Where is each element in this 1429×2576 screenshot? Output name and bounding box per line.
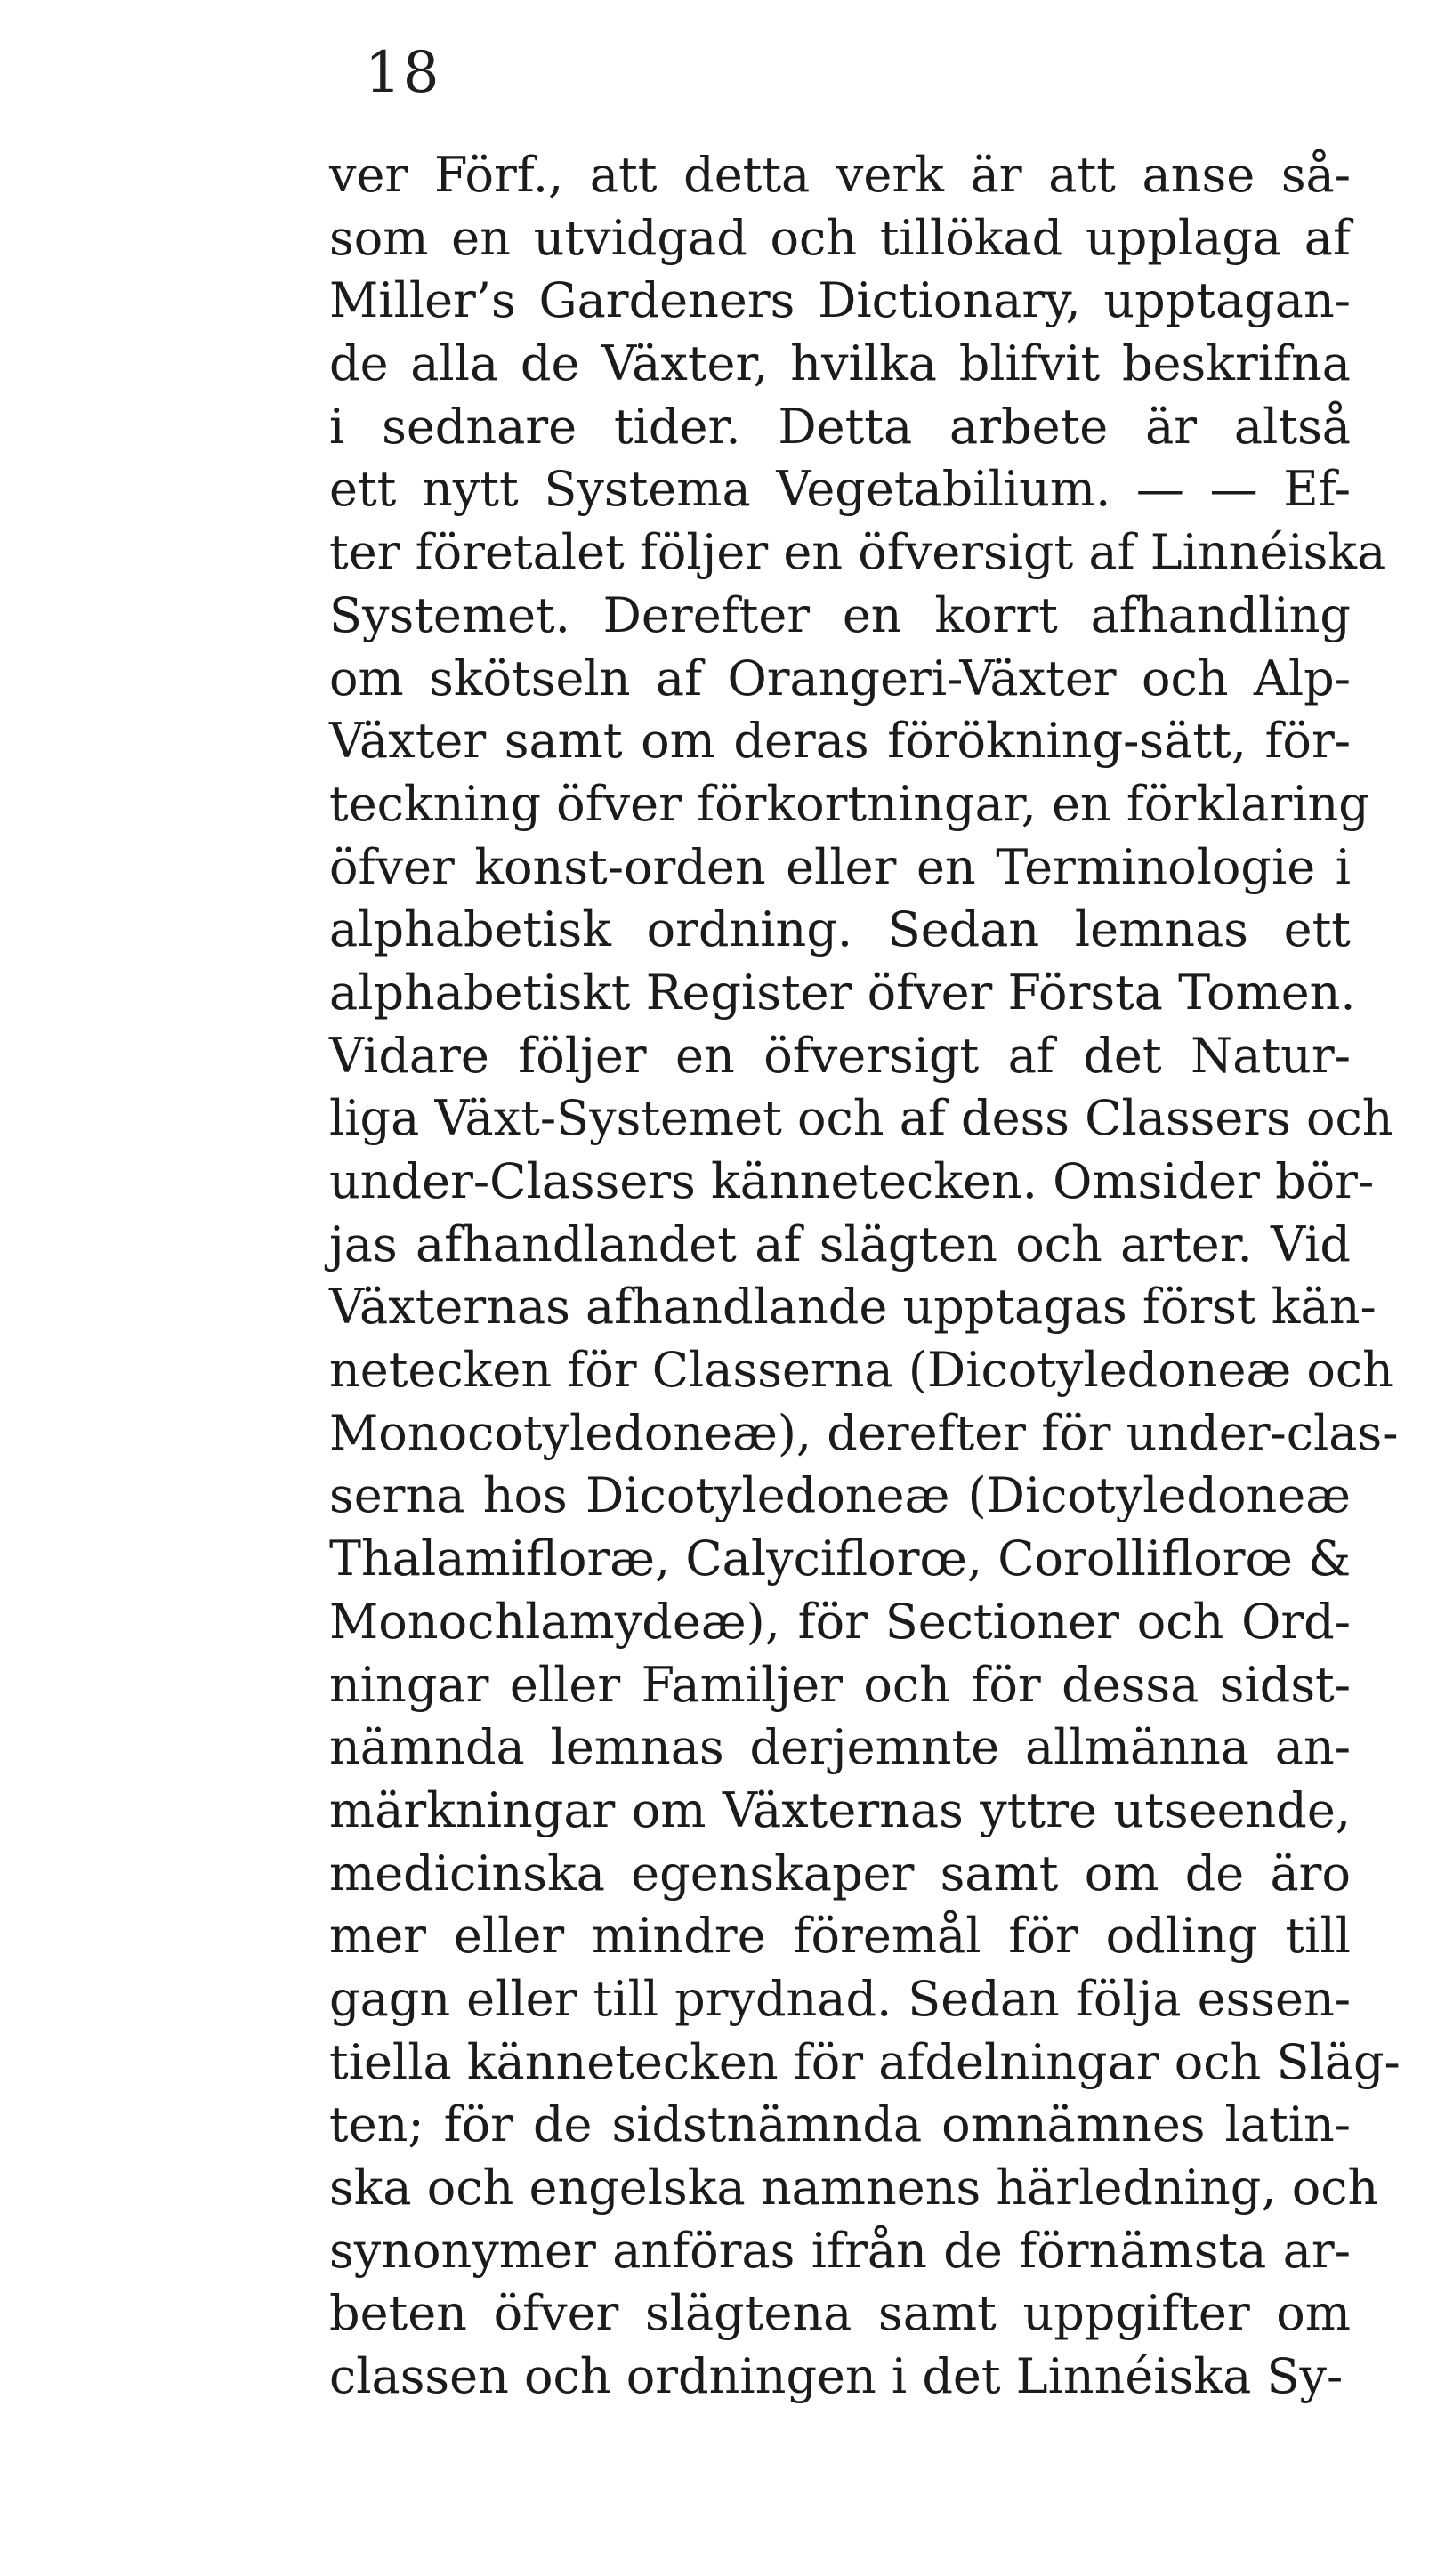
text-line-5 <box>329 396 1351 459</box>
page-number: 18 <box>365 40 441 106</box>
text-line-28 <box>329 1843 1351 1906</box>
text-line-33 <box>329 2157 1379 2220</box>
text-line-31 <box>329 2031 1401 2095</box>
text-line-3 <box>329 270 1351 333</box>
text-line-2-content: som en utvidgad och tillökad upplaga af <box>329 209 1351 266</box>
body-text <box>329 144 1401 2409</box>
text-line-9-content: om skötseln af Orangeri-Växter och Alp- <box>329 650 1351 707</box>
text-line-9 <box>329 648 1351 711</box>
text-line-19 <box>329 1276 1377 1339</box>
text-line-16 <box>329 1087 1393 1151</box>
text-line-1-content: ver Förf., att detta verk är att anse så- <box>329 147 1351 203</box>
text-line-24 <box>329 1591 1351 1654</box>
text-line-18 <box>329 1214 1351 1277</box>
text-line-10 <box>329 710 1351 773</box>
text-line-30-content: gagn eller till prydnad. Sedan följa essen- <box>329 1970 1351 2027</box>
text-line-8-content: Systemet. Derefter en korrt afhandling <box>329 586 1351 643</box>
text-line-20 <box>329 1339 1393 1402</box>
text-line-23-content: Thalamifloræ, Calyciflorœ, Corolliflorœ & <box>329 1530 1352 1587</box>
text-line-5-content: i sednare tider. Detta arbete är altså <box>329 398 1351 455</box>
text-line-11 <box>329 773 1369 836</box>
text-line-11-content: teckning öfver förkortningar, en förklaring <box>329 775 1369 832</box>
text-line-35 <box>329 2282 1351 2346</box>
text-line-12 <box>329 836 1351 900</box>
text-line-33-content: ska och engelska namnens härledning, och <box>329 2160 1379 2216</box>
text-line-6-content: ett nytt Systema Vegetabilium. — — Ef- <box>329 461 1351 518</box>
text-line-13 <box>329 899 1351 962</box>
text-line-4 <box>329 333 1351 396</box>
text-line-29 <box>329 1905 1351 1968</box>
text-line-12-content: öfver konst-orden eller en Terminologie i <box>329 838 1351 895</box>
text-line-32 <box>329 2094 1351 2157</box>
text-line-32-content: ten; för de sidstnämnda omnämnes latin- <box>329 2096 1351 2153</box>
text-line-36 <box>329 2346 1351 2409</box>
text-line-13-content: alphabetisk ordning. Sedan lemnas ett <box>329 901 1351 958</box>
text-line-20-content: netecken för Classerna (Dicotyledoneæ och <box>329 1342 1393 1399</box>
text-line-23 <box>329 1528 1351 1591</box>
text-line-24-content: Monochlamydeæ), för Sectioner och Ord- <box>329 1593 1351 1650</box>
text-line-28-content: medicinska egenskaper samt om de äro <box>329 1845 1351 1902</box>
text-line-15-content: Vidare följer en öfversigt af det Natur- <box>329 1027 1351 1084</box>
text-line-17 <box>329 1151 1375 1214</box>
text-line-2 <box>329 207 1351 271</box>
text-line-14-content: alphabetiskt Register öfver Första Tomen. <box>329 964 1356 1021</box>
text-line-8 <box>329 585 1351 648</box>
text-line-29-content: mer eller mindre föremål för odling till <box>329 1908 1351 1965</box>
text-line-34-content: synonymer anföras ifrån de förnämsta ar- <box>329 2222 1351 2279</box>
text-line-35-content: beten öfver slägtena samt uppgifter om <box>329 2285 1351 2342</box>
text-line-21 <box>329 1402 1399 1466</box>
text-line-26 <box>329 1716 1351 1780</box>
text-line-36-content: classen och ordningen i det Linnéiska Sy- <box>329 2348 1344 2405</box>
text-line-14 <box>329 962 1356 1025</box>
text-line-22-content: serna hos Dicotyledoneæ (Dicotyledoneæ <box>329 1467 1351 1524</box>
text-line-19-content: Växternas afhandlande upptagas först kän- <box>329 1279 1377 1336</box>
text-line-1 <box>329 144 1351 207</box>
text-line-4-content: de alla de Växter, hvilka blifvit beskrifna <box>329 335 1351 392</box>
text-line-21-content: Monocotyledoneæ), derefter för under-clas- <box>329 1404 1399 1461</box>
text-line-7-content: ter företalet följer en öfversigt af Linnéiska <box>329 524 1386 581</box>
text-line-27 <box>329 1780 1351 1843</box>
text-line-34 <box>329 2220 1351 2283</box>
text-line-30 <box>329 1968 1351 2031</box>
text-line-7 <box>329 521 1386 585</box>
text-line-31-content: tiella kännetecken för afdelningar och Släg- <box>329 2033 1401 2090</box>
text-line-25 <box>329 1654 1351 1717</box>
text-line-26-content: nämnda lemnas derjemnte allmänna an- <box>329 1719 1351 1776</box>
text-line-22 <box>329 1465 1351 1528</box>
text-line-3-content: Miller’s Gardeners Dictionary, upptagan- <box>329 272 1351 329</box>
text-line-10-content: Växter samt om deras förökning-sätt, för- <box>329 713 1351 770</box>
text-line-27-content: märkningar om Växternas yttre utseende, <box>329 1781 1351 1838</box>
text-line-15 <box>329 1025 1351 1088</box>
text-line-25-content: ningar eller Familjer och för dessa sidst- <box>329 1656 1351 1713</box>
text-line-17-content: under-Classers kännetecken. Omsider bör- <box>329 1153 1375 1209</box>
text-line-18-content: jas afhandlandet af slägten och arter. Vid <box>329 1215 1351 1272</box>
text-line-16-content: liga Växt-Systemet och af dess Classers och <box>329 1090 1393 1147</box>
text-line-6 <box>329 458 1351 521</box>
